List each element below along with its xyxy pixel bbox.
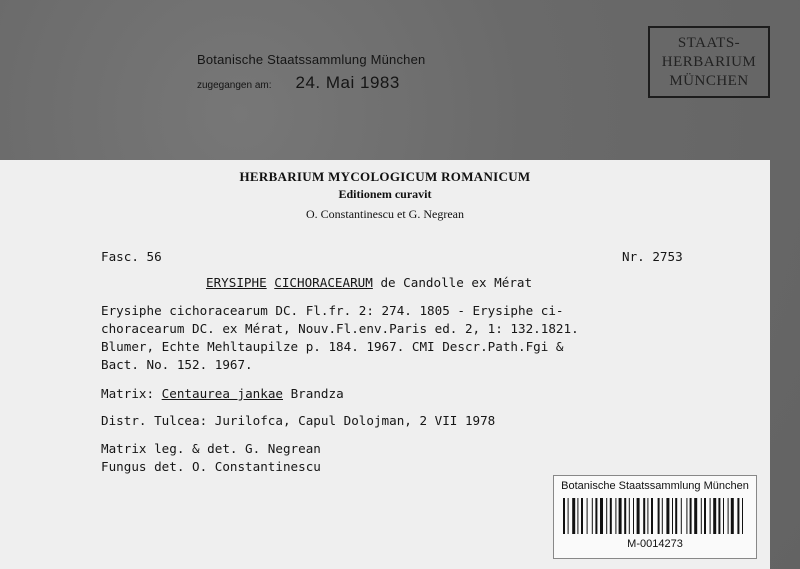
received-stamp — [197, 52, 425, 93]
stamp-received-label: zugegangen am: — [197, 80, 272, 91]
locality: Distr. Tulcea: Jurilofca, Capul Dolojman, 2 VII 1978 — [101, 413, 496, 428]
stamp-box-line2: HERBARIUM — [661, 54, 757, 70]
editors-line: O. Constantinescu et G. Negrean — [306, 207, 464, 221]
stamp-received-date: 24. Mai 1983 — [295, 73, 400, 92]
reference-line-2: choracearum DC. ex Mérat, Nouv.Fl.env.Paris ed. 2, 1: 132.1821. — [101, 321, 579, 336]
fascicle: Fasc. 56 — [101, 249, 162, 264]
barcode-institution: Botanische Staatssammlung München — [561, 480, 749, 492]
matrix-author: Brandza — [290, 386, 344, 401]
collector-line: Matrix leg. & det. G. Negrean — [101, 441, 321, 456]
series-title: HERBARIUM MYCOLOGICUM ROMANICUM — [239, 169, 531, 184]
taxon-name — [206, 275, 532, 290]
barcode-icon — [563, 498, 747, 534]
stamp-box-line3: MÜNCHEN — [669, 73, 749, 89]
reference-line-1: Erysiphe cichoracearum DC. Fl.fr. 2: 274. 1805 - Erysiphe ci- — [101, 303, 564, 318]
reference-line-4: Bact. No. 152. 1967. — [101, 357, 253, 372]
taxon-author: de Candolle ex Mérat — [380, 275, 533, 290]
determiner-line: Fungus det. O. Constantinescu — [101, 459, 321, 474]
staatsherbarium-stamp — [648, 26, 770, 98]
reference-line-3: Blumer, Echte Mehltaupilze p. 184. 1967. CMI Descr.Path.Fgi & — [101, 339, 564, 354]
barcode-label — [553, 475, 757, 559]
matrix-line — [101, 386, 344, 401]
stamp-institution: Botanische Staatssammlung München — [197, 52, 426, 67]
specimen-number: Nr. 2753 — [622, 249, 683, 264]
matrix-label: Matrix: — [101, 386, 155, 401]
barcode-specimen-id: M-0014273 — [627, 538, 683, 550]
edition-line: Editionem curavit — [338, 187, 432, 201]
taxon-genus: ERYSIPHE — [206, 275, 267, 290]
matrix-host: Centaurea jankae — [161, 386, 283, 401]
taxon-species: CICHORACEARUM — [274, 275, 373, 290]
stamp-box-line1: STAATS- — [677, 35, 741, 51]
